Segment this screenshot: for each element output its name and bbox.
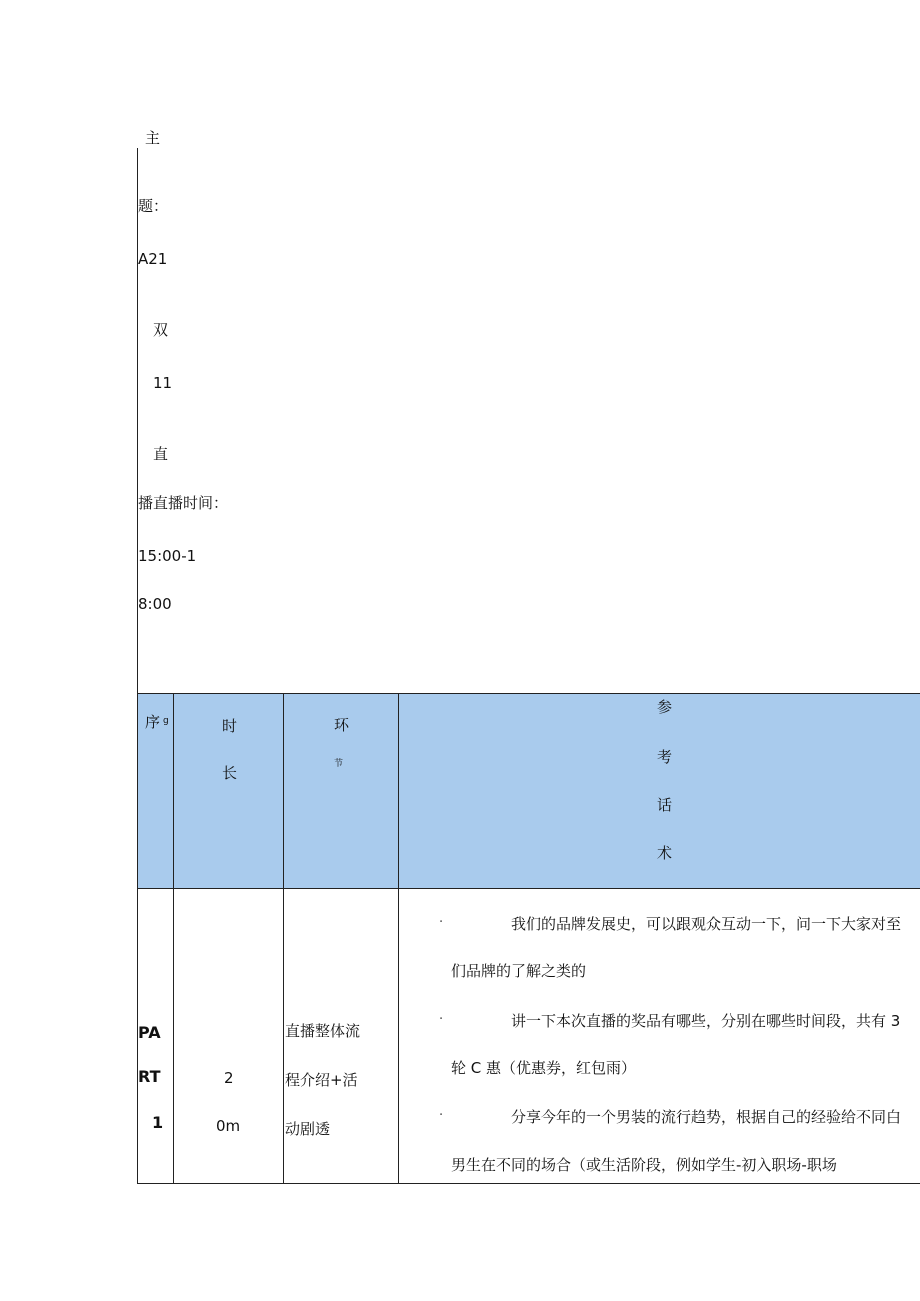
header-segment-1: 环 — [334, 716, 350, 734]
row1-script-cell — [399, 889, 920, 1184]
title-line-2: 题： — [138, 197, 169, 215]
schedule-table — [137, 693, 920, 1184]
row1-segment-3: 动剧透 — [285, 1120, 331, 1138]
script-bullet-3: · — [439, 1108, 444, 1123]
header-segment-2: 节 — [334, 759, 344, 769]
header-script-4: 术 — [657, 844, 673, 862]
header-script-3: 话 — [657, 796, 673, 814]
row1-segment-cell — [284, 889, 399, 1184]
header-duration-cell — [174, 694, 284, 889]
header-script-cell — [399, 694, 920, 889]
script-bullet-1: · — [439, 915, 444, 930]
header-duration-2: 长 — [222, 764, 238, 782]
header-script-1: 参 — [657, 698, 673, 716]
script-line-4: 轮 C 惠（优惠券，红包雨） — [451, 1059, 637, 1077]
header-segment-cell — [284, 694, 399, 889]
title-line-5: 11 — [153, 374, 173, 392]
table-header-row — [138, 694, 920, 889]
row1-duration-1: 2 — [224, 1069, 234, 1087]
script-bullet-2: · — [439, 1012, 444, 1027]
title-line-8: 15:00-1 — [138, 547, 197, 565]
title-line-3: A21 — [138, 250, 168, 268]
script-line-2: 们品牌的了解之类的 — [451, 962, 587, 980]
row1-duration-2: 0m — [216, 1117, 241, 1135]
table-row — [138, 889, 920, 1184]
title-line-4: 双 — [153, 321, 169, 339]
script-line-1: 我们的品牌发展史，可以跟观众互动一下，问一下大家对至 — [511, 915, 902, 933]
header-seq-cell — [138, 694, 174, 889]
row1-seq-cell — [138, 889, 174, 1184]
row1-duration-cell — [174, 889, 284, 1184]
script-line-5: 分享今年的一个男装的流行趋势，根据自己的经验给不同白 — [511, 1108, 902, 1126]
title-line-9: 8:00 — [138, 595, 172, 613]
row1-segment-2: 程介绍+活 — [285, 1071, 358, 1089]
row1-seq-2: RT — [138, 1067, 161, 1086]
header-script-2: 考 — [657, 748, 673, 766]
row1-segment-1: 直播整体流 — [285, 1022, 361, 1040]
row1-seq-1: PA — [138, 1023, 161, 1042]
title-line-1: 主 — [145, 129, 161, 147]
header-duration-1: 时 — [222, 717, 238, 735]
script-line-6: 男生在不同的场合（或生活阶段，例如学生-初入职场-职场 — [451, 1156, 837, 1174]
row1-seq-3: 1 — [152, 1113, 164, 1132]
header-seq-mark: g — [163, 716, 169, 726]
header-seq: 序 — [145, 713, 161, 731]
script-line-3: 讲一下本次直播的奖品有哪些，分别在哪些时间段，共有 3 — [511, 1012, 901, 1030]
title-line-7: 播直播时间： — [138, 494, 229, 512]
title-line-6: 直 — [153, 445, 169, 463]
